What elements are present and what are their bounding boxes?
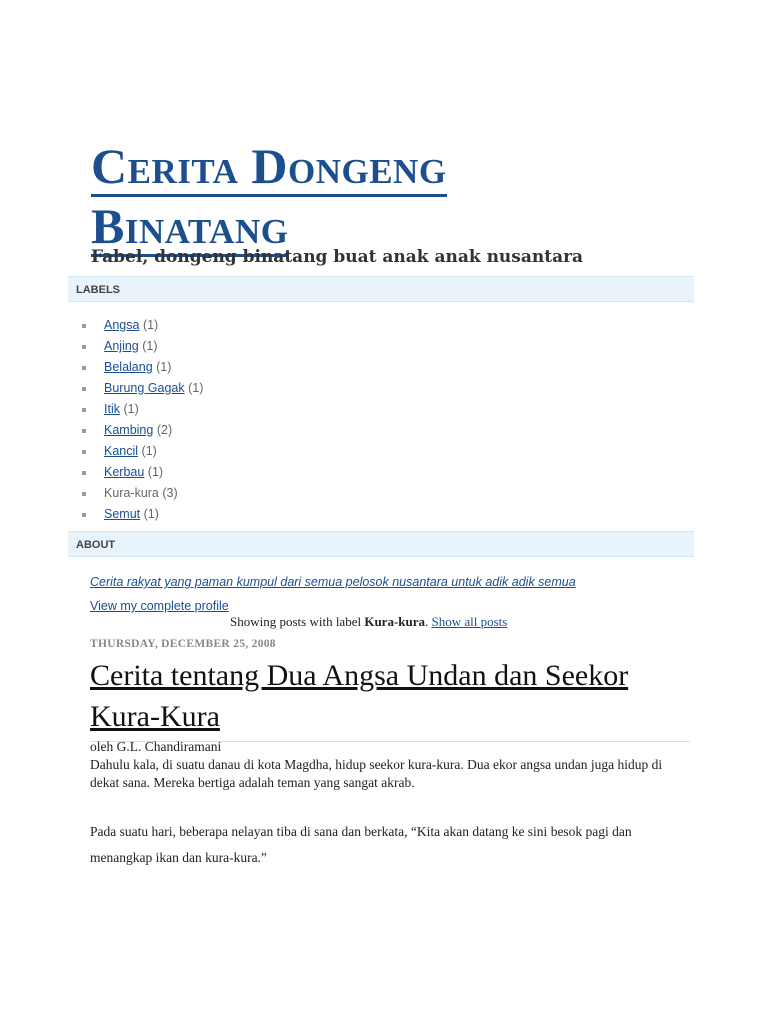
label-link-burung-gagak[interactable]: Burung Gagak (104, 381, 185, 395)
post-paragraph-1: Dahulu kala, di suatu danau di kota Magdha, hidup seekor kura-kura. Dua ekor angsa undan juga hidup di dekat sana. Mereka bertiga adalah teman yang sangat akrab. (90, 757, 663, 790)
view-profile-link[interactable]: View my complete profile (90, 599, 229, 613)
label-link-kambing[interactable]: Kambing (104, 423, 154, 437)
bullet-icon (82, 450, 86, 454)
bullet-icon (82, 429, 86, 433)
label-count: (1) (147, 465, 164, 479)
post-title-line1[interactable]: Cerita tentang Dua Angsa Undan dan Seekor (90, 659, 629, 692)
bullet-icon (82, 471, 86, 475)
label-item-itik (80, 399, 203, 420)
label-count: (1) (142, 318, 159, 332)
label-count: (3) (162, 486, 178, 500)
label-link-itik[interactable]: Itik (104, 402, 120, 416)
post-body (90, 738, 690, 871)
bullet-icon (82, 345, 86, 349)
label-current-kura-kura: Kura-kura (104, 486, 159, 500)
status-message (230, 614, 507, 630)
status-label: Kura-kura (364, 614, 426, 629)
post-paragraph-2: Pada suatu hari, beberapa nelayan tiba di sana dan berkata, “Kita akan datang ke sini besok pagi dan menangkap ikan dan kura-kura.” (90, 824, 632, 865)
label-link-angsa[interactable]: Angsa (104, 318, 140, 332)
bullet-icon (82, 513, 86, 517)
label-count: (1) (143, 507, 159, 521)
label-count: (1) (141, 444, 157, 458)
label-item-kerbau (80, 462, 203, 483)
label-item-angsa (80, 315, 203, 336)
bullet-icon (82, 387, 86, 391)
labels-heading: LABELS (68, 276, 694, 302)
bullet-icon (82, 324, 86, 328)
about-heading: ABOUT (68, 531, 694, 557)
label-count: (1) (156, 360, 172, 374)
label-link-semut[interactable]: Semut (104, 507, 141, 521)
status-prefix: Showing posts with label (230, 614, 365, 629)
label-item-kancil (80, 441, 203, 462)
label-item-anjing (80, 336, 203, 357)
about-description (90, 575, 576, 589)
blog-title[interactable] (91, 136, 651, 256)
post-title (90, 655, 690, 742)
labels-list (80, 315, 203, 525)
label-link-anjing[interactable]: Anjing (104, 339, 139, 353)
post-date: THURSDAY, DECEMBER 25, 2008 (90, 638, 276, 650)
label-link-belalang[interactable]: Belalang (104, 360, 153, 374)
label-link-kancil[interactable]: Kancil (104, 444, 139, 458)
label-item-semut (80, 504, 203, 525)
label-count: (2) (156, 423, 173, 437)
bullet-icon (82, 492, 86, 496)
show-all-posts-link[interactable]: Show all posts (431, 614, 508, 629)
bullet-icon (82, 366, 86, 370)
label-count: (1) (123, 402, 139, 416)
post-title-link[interactable] (90, 659, 628, 733)
status-suffix: . (425, 614, 432, 629)
blog-title-line1[interactable]: Cerita Dongeng (91, 138, 447, 197)
blog-title-line2[interactable]: Binatang (91, 198, 288, 257)
label-item-kura-kura (80, 483, 203, 504)
label-item-burung-gagak (80, 378, 203, 399)
blog-description: Fabel, dongeng binatang buat anak anak nusantara (91, 247, 584, 267)
post-author: oleh G.L. Chandiramani (90, 739, 222, 754)
about-description-link[interactable]: Cerita rakyat yang paman kumpul dari semua pelosok nusantara untuk adik adik semua (90, 575, 576, 589)
bullet-icon (82, 408, 86, 412)
label-link-kerbau[interactable]: Kerbau (104, 465, 145, 479)
post-title-line2[interactable]: Kura-Kura (90, 700, 220, 733)
label-count: (1) (188, 381, 204, 395)
label-item-belalang (80, 357, 203, 378)
label-count: (1) (142, 339, 158, 353)
label-item-kambing (80, 420, 203, 441)
